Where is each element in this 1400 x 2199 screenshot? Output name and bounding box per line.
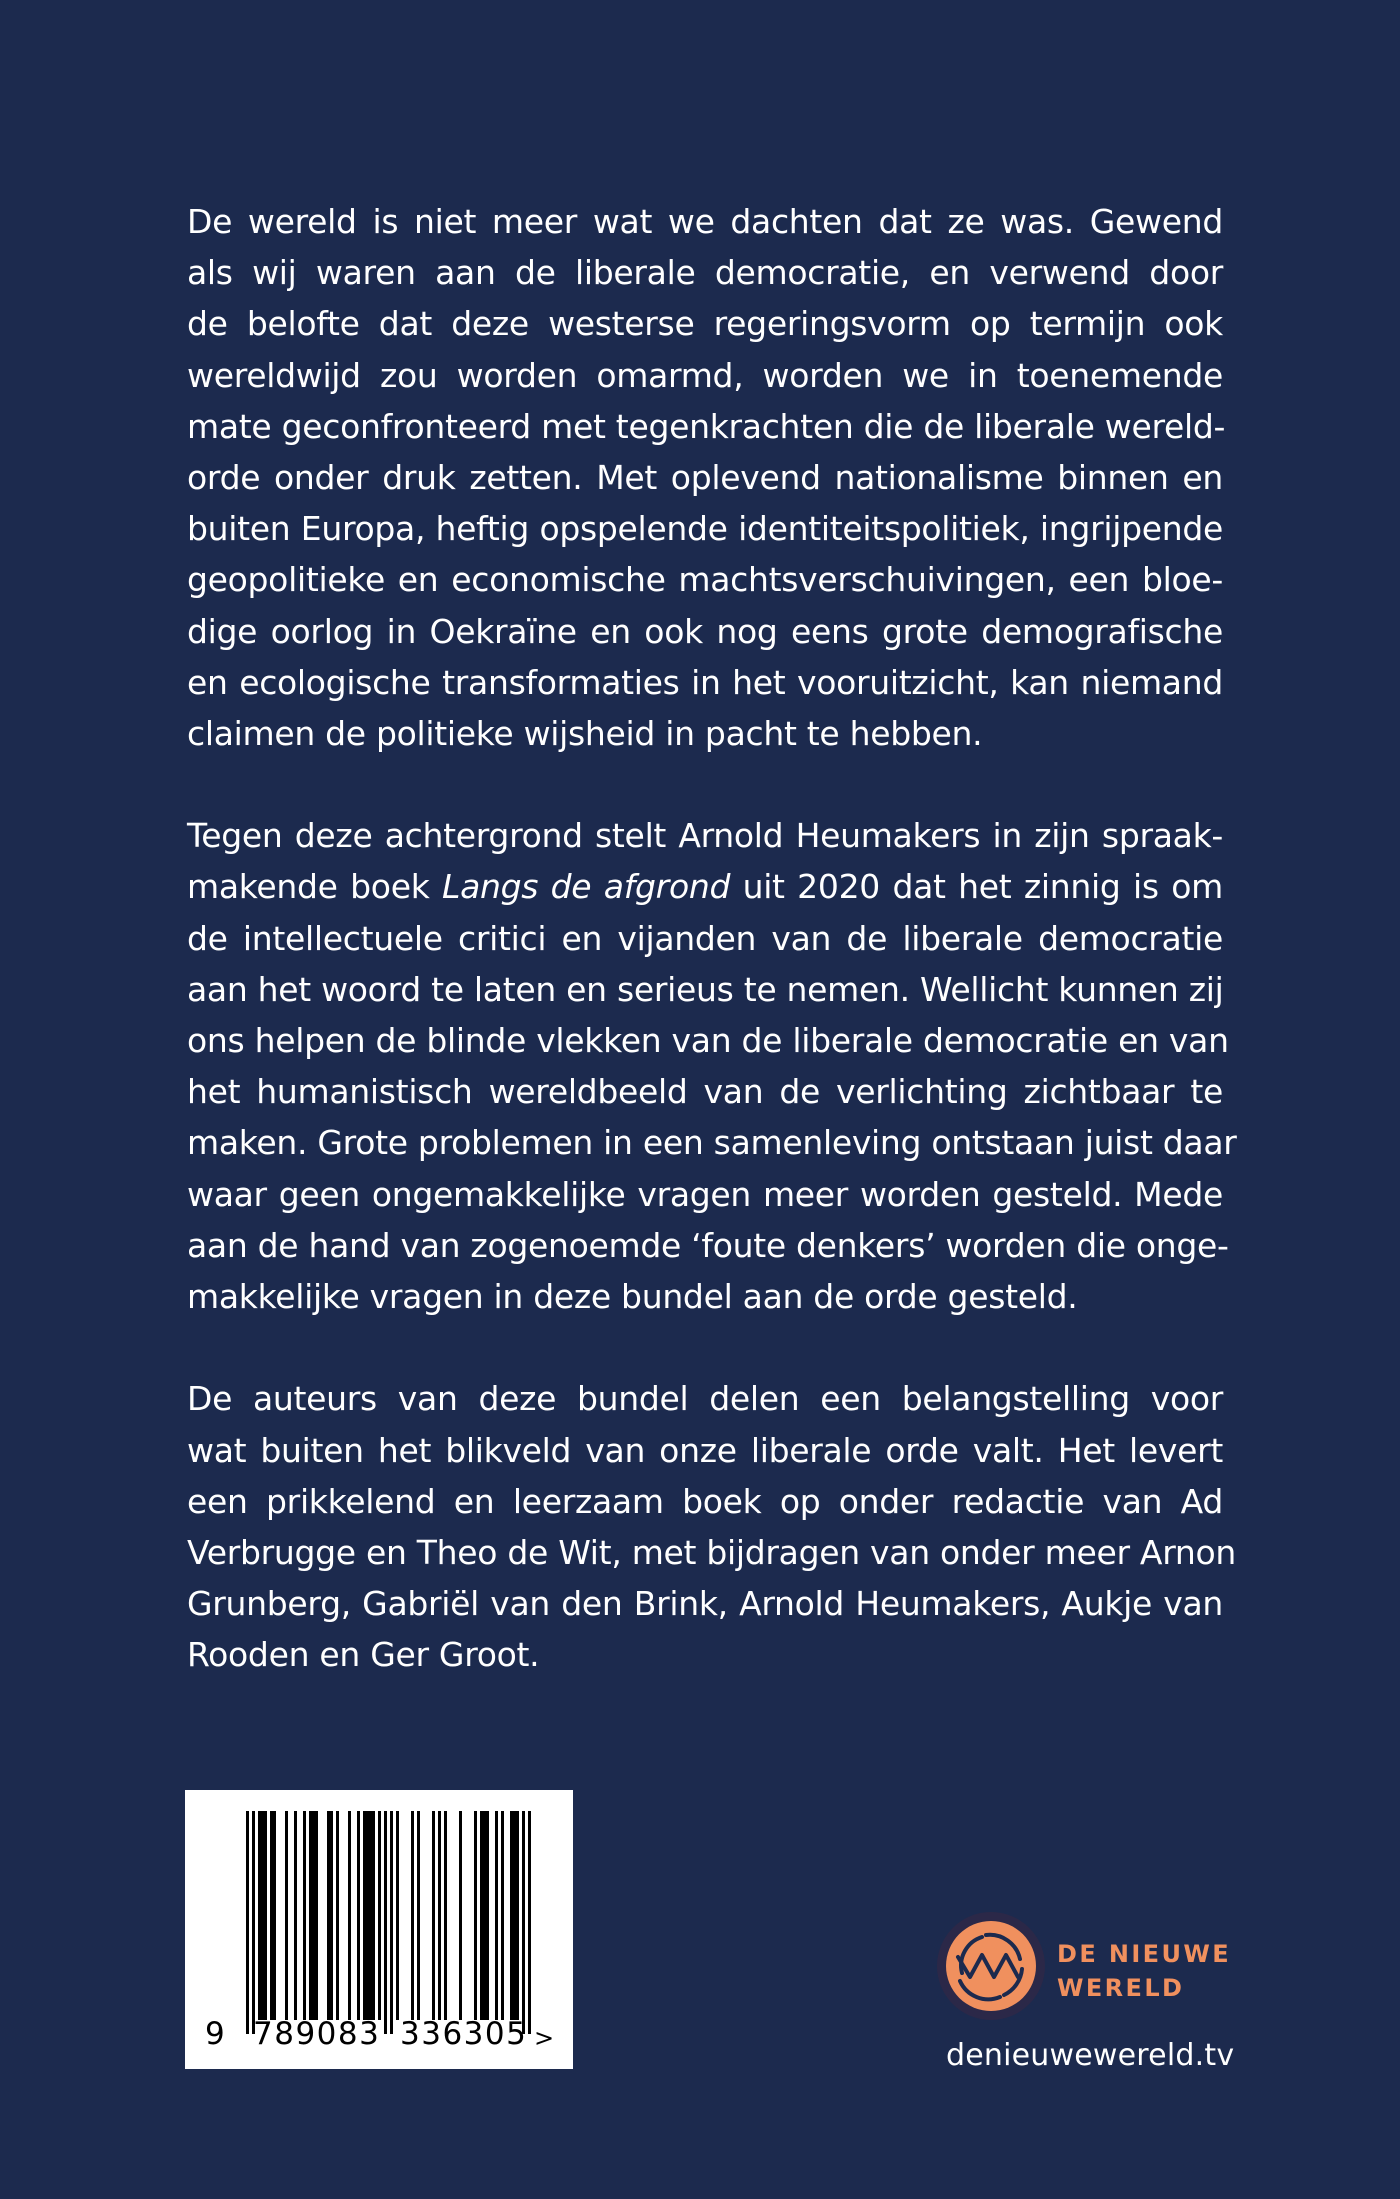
barcode-right-digits: 336305: [400, 2016, 528, 2052]
blurb-line: als wij waren aan de liberale democratie, en verwend door: [187, 253, 1223, 293]
blurb-line: Verbrugge en Theo de Wit, met bijdragen van onder meer Arnon: [187, 1532, 1237, 1572]
publisher-website[interactable]: denieuwewereld.tv: [946, 2038, 1235, 2073]
blurb-line: het humanistisch wereldbeeld van de verlichting zichtbaar te: [187, 1072, 1223, 1112]
blurb-line: een prikkelend en leerzaam boek op onder redactie van Ad: [187, 1481, 1223, 1521]
barcode-first-digit: 9: [205, 2016, 225, 2052]
blurb-line: De auteurs van deze bundel delen een belangstelling voor: [187, 1379, 1223, 1419]
blurb-line: makende boek Langs de afgrond uit 2020 dat het zinnig is om: [187, 867, 1223, 907]
blurb-line: dige oorlog in Oekraïne en ook nog eens grote demografische: [187, 611, 1223, 651]
nw-circle-logo-icon: [936, 1911, 1046, 2021]
barcode-quiet-zone-marker: >: [534, 2024, 555, 2052]
blurb-line: mate geconfronteerd met tegenkrachten die de liberale wereld-: [187, 406, 1226, 446]
isbn-barcode: [185, 1790, 573, 2069]
barcode-digits: [185, 1790, 573, 2069]
blurb-line: wereldwijd zou worden omarmd, worden we in toenemende: [187, 355, 1223, 395]
blurb-line: aan het woord te laten en serieus te nemen. Wellicht kunnen zij: [187, 969, 1224, 1009]
blurb-line: de intellectuele critici en vijanden van de liberale democratie: [187, 918, 1223, 958]
blurb-paragraph: [187, 196, 1226, 759]
blurb-line: De wereld is niet meer wat we dachten dat ze was. Gewend: [187, 202, 1223, 241]
blurb-line: aan de hand van zogenoemde ‘foute denkers’ worden die onge-: [187, 1225, 1229, 1265]
blurb-line: orde onder druk zetten. Met oplevend nationalisme binnen en: [187, 457, 1223, 497]
blurb-line: makkelijke vragen in deze bundel aan de orde gesteld.: [187, 1276, 1078, 1316]
publisher-name-line1: DE NIEUWE: [1057, 1940, 1232, 1968]
blurb-line: de belofte dat deze westerse regeringsvorm op termijn ook: [187, 304, 1223, 344]
publisher-name-line2: WERELD: [1057, 1974, 1185, 2002]
publisher-name: [1057, 1937, 1231, 2005]
blurb-line: buiten Europa, heftig opspelende identiteitspolitiek, ingrijpende: [187, 509, 1223, 549]
blurb-paragraph: [187, 810, 1237, 1322]
barcode-left-digits: 789083: [253, 2016, 381, 2052]
book-title-italic: Langs de afgrond: [442, 867, 731, 907]
blurb-line: ons helpen de blinde vlekken van de liberale democratie en van: [187, 1021, 1229, 1060]
blurb-line: maken. Grote problemen in een samenleving ontstaan juist daar: [187, 1123, 1237, 1163]
blurb-line: waar geen ongemakkelijke vragen meer worden gesteld. Mede: [187, 1174, 1223, 1214]
blurb-line: Rooden en Ger Groot.: [187, 1635, 540, 1675]
blurb-line: wat buiten het blikveld van onze liberale orde valt. Het levert: [187, 1430, 1223, 1470]
blurb-line: en ecologische transformaties in het vooruitzicht, kan niemand: [187, 662, 1223, 702]
blurb-line: Grunberg, Gabriël van den Brink, Arnold Heumakers, Aukje van: [187, 1584, 1223, 1624]
blurb-line: geopolitieke en economische machtsverschuivingen, een bloe-: [187, 560, 1223, 600]
blurb-line: Tegen deze achtergrond stelt Arnold Heumakers in zijn spraak-: [187, 816, 1223, 856]
blurb-line: claimen de politieke wijsheid in pacht te hebben.: [187, 713, 983, 753]
blurb-paragraph: [187, 1373, 1237, 1680]
back-cover-blurb: [187, 196, 1237, 1732]
